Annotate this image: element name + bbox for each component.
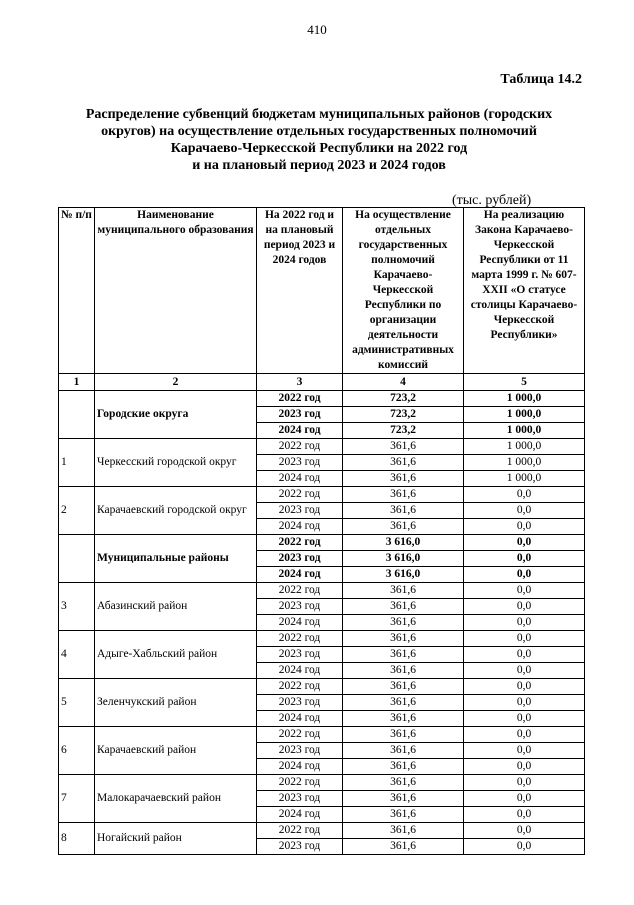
admin-commissions-value: 361,6 bbox=[343, 839, 464, 855]
year-cell: 2022 год bbox=[257, 823, 343, 839]
capital-status-value: 0,0 bbox=[464, 535, 585, 551]
municipality-name: Городские округа bbox=[95, 391, 257, 439]
year-cell: 2024 год bbox=[257, 423, 343, 439]
admin-commissions-value: 361,6 bbox=[343, 711, 464, 727]
capital-status-value: 0,0 bbox=[464, 647, 585, 663]
year-cell: 2024 год bbox=[257, 615, 343, 631]
capital-status-value: 0,0 bbox=[464, 759, 585, 775]
capital-status-value: 1 000,0 bbox=[464, 391, 585, 407]
capital-status-value: 0,0 bbox=[464, 551, 585, 567]
row-number: 1 bbox=[59, 439, 95, 487]
row-number: 8 bbox=[59, 823, 95, 855]
admin-commissions-value: 361,6 bbox=[343, 695, 464, 711]
year-cell: 2024 год bbox=[257, 471, 343, 487]
admin-commissions-value: 361,6 bbox=[343, 471, 464, 487]
year-cell: 2024 год bbox=[257, 519, 343, 535]
admin-commissions-value: 723,2 bbox=[343, 423, 464, 439]
row-number: 7 bbox=[59, 775, 95, 823]
admin-commissions-value: 361,6 bbox=[343, 455, 464, 471]
units-label: (тыс. рублей) bbox=[452, 193, 532, 208]
year-cell: 2023 год bbox=[257, 407, 343, 423]
admin-commissions-value: 723,2 bbox=[343, 407, 464, 423]
capital-status-value: 0,0 bbox=[464, 679, 585, 695]
admin-commissions-value: 361,6 bbox=[343, 791, 464, 807]
year-cell: 2024 год bbox=[257, 663, 343, 679]
capital-status-value: 0,0 bbox=[464, 663, 585, 679]
admin-commissions-value: 361,6 bbox=[343, 583, 464, 599]
year-cell: 2023 год bbox=[257, 839, 343, 855]
table-row bbox=[59, 391, 585, 407]
year-cell: 2023 год bbox=[257, 647, 343, 663]
table-row bbox=[59, 823, 585, 839]
header-name: Наименование муниципального образования bbox=[95, 208, 257, 374]
header-capital-status-law: На реализацию Закона Карачаево-Черкесской Республики от 11 марта 1999 г. № 607-XXII «О статусе столицы Карачаево-Черкесской Республики» bbox=[464, 208, 585, 374]
year-cell: 2022 год bbox=[257, 727, 343, 743]
capital-status-value: 0,0 bbox=[464, 775, 585, 791]
year-cell: 2023 год bbox=[257, 599, 343, 615]
capital-status-value: 1 000,0 bbox=[464, 455, 585, 471]
table-row bbox=[59, 583, 585, 599]
row-number: 6 bbox=[59, 727, 95, 775]
capital-status-value: 0,0 bbox=[464, 823, 585, 839]
capital-status-value: 0,0 bbox=[464, 839, 585, 855]
capital-status-value: 0,0 bbox=[464, 519, 585, 535]
table-row bbox=[59, 487, 585, 503]
year-cell: 2024 год bbox=[257, 759, 343, 775]
table-body bbox=[59, 391, 585, 855]
admin-commissions-value: 3 616,0 bbox=[343, 535, 464, 551]
admin-commissions-value: 3 616,0 bbox=[343, 567, 464, 583]
year-cell: 2022 год bbox=[257, 487, 343, 503]
year-cell: 2023 год bbox=[257, 503, 343, 519]
municipality-name: Карачаевский район bbox=[95, 727, 257, 775]
admin-commissions-value: 361,6 bbox=[343, 727, 464, 743]
year-cell: 2023 год bbox=[257, 743, 343, 759]
capital-status-value: 0,0 bbox=[464, 727, 585, 743]
table-row bbox=[59, 631, 585, 647]
row-number bbox=[59, 391, 95, 439]
admin-commissions-value: 361,6 bbox=[343, 823, 464, 839]
admin-commissions-value: 361,6 bbox=[343, 615, 464, 631]
capital-status-value: 0,0 bbox=[464, 599, 585, 615]
year-cell: 2023 год bbox=[257, 791, 343, 807]
capital-status-value: 0,0 bbox=[464, 711, 585, 727]
column-number: 3 bbox=[257, 374, 343, 391]
admin-commissions-value: 361,6 bbox=[343, 487, 464, 503]
municipality-name: Карачаевский городской округ bbox=[95, 487, 257, 535]
column-number: 2 bbox=[95, 374, 257, 391]
admin-commissions-value: 361,6 bbox=[343, 743, 464, 759]
table-row bbox=[59, 679, 585, 695]
year-cell: 2022 год bbox=[257, 631, 343, 647]
admin-commissions-value: 3 616,0 bbox=[343, 551, 464, 567]
municipality-name: Ногайский район bbox=[95, 823, 257, 855]
column-number: 1 bbox=[59, 374, 95, 391]
admin-commissions-value: 361,6 bbox=[343, 503, 464, 519]
year-cell: 2022 год bbox=[257, 439, 343, 455]
admin-commissions-value: 361,6 bbox=[343, 631, 464, 647]
admin-commissions-value: 361,6 bbox=[343, 807, 464, 823]
admin-commissions-value: 361,6 bbox=[343, 599, 464, 615]
table-label: Таблица 14.2 bbox=[500, 72, 582, 87]
row-number: 3 bbox=[59, 583, 95, 631]
year-cell: 2022 год bbox=[257, 583, 343, 599]
capital-status-value: 1 000,0 bbox=[464, 407, 585, 423]
year-cell: 2022 год bbox=[257, 679, 343, 695]
caption-line: Карачаево-Черкесской Республики на 2022 год bbox=[170, 141, 468, 156]
table-row bbox=[59, 775, 585, 791]
row-number bbox=[59, 535, 95, 583]
municipality-name: Черкесский городской округ bbox=[95, 439, 257, 487]
year-cell: 2022 год bbox=[257, 391, 343, 407]
column-number: 4 bbox=[343, 374, 464, 391]
capital-status-value: 1 000,0 bbox=[464, 423, 585, 439]
municipality-name: Муниципальные районы bbox=[95, 535, 257, 583]
capital-status-value: 0,0 bbox=[464, 743, 585, 759]
admin-commissions-value: 361,6 bbox=[343, 759, 464, 775]
admin-commissions-value: 361,6 bbox=[343, 775, 464, 791]
row-number: 2 bbox=[59, 487, 95, 535]
year-cell: 2023 год bbox=[257, 455, 343, 471]
table-row bbox=[59, 439, 585, 455]
municipality-name: Малокарачаевский район bbox=[95, 775, 257, 823]
capital-status-value: 0,0 bbox=[464, 615, 585, 631]
year-cell: 2022 год bbox=[257, 535, 343, 551]
year-cell: 2024 год bbox=[257, 567, 343, 583]
capital-status-value: 0,0 bbox=[464, 487, 585, 503]
table-row bbox=[59, 727, 585, 743]
admin-commissions-value: 723,2 bbox=[343, 391, 464, 407]
capital-status-value: 0,0 bbox=[464, 695, 585, 711]
year-cell: 2024 год bbox=[257, 807, 343, 823]
caption-line: Распределение субвенций бюджетам муниципальных районов (городских bbox=[85, 107, 553, 122]
admin-commissions-value: 361,6 bbox=[343, 663, 464, 679]
admin-commissions-value: 361,6 bbox=[343, 519, 464, 535]
municipality-name: Адыге-Хабльский район bbox=[95, 631, 257, 679]
capital-status-value: 0,0 bbox=[464, 503, 585, 519]
year-cell: 2022 год bbox=[257, 775, 343, 791]
year-cell: 2023 год bbox=[257, 695, 343, 711]
capital-status-value: 1 000,0 bbox=[464, 471, 585, 487]
header-num: № п/п bbox=[59, 208, 95, 374]
row-number: 4 bbox=[59, 631, 95, 679]
page-number: 410 bbox=[307, 22, 327, 37]
capital-status-value: 1 000,0 bbox=[464, 439, 585, 455]
capital-status-value: 0,0 bbox=[464, 567, 585, 583]
capital-status-value: 0,0 bbox=[464, 791, 585, 807]
capital-status-value: 0,0 bbox=[464, 807, 585, 823]
year-cell: 2023 год bbox=[257, 551, 343, 567]
row-number: 5 bbox=[59, 679, 95, 727]
municipality-name: Зеленчукский район bbox=[95, 679, 257, 727]
capital-status-value: 0,0 bbox=[464, 631, 585, 647]
column-number: 5 bbox=[464, 374, 585, 391]
year-cell: 2024 год bbox=[257, 711, 343, 727]
admin-commissions-value: 361,6 bbox=[343, 647, 464, 663]
municipality-name: Абазинский район bbox=[95, 583, 257, 631]
header-admin-commissions: На осуществление отдельных государственных полномочий Карачаево-Черкесской Республики по организации деятельности административных комиссий bbox=[343, 208, 464, 374]
table-caption bbox=[40, 106, 598, 174]
table-row bbox=[59, 535, 585, 551]
admin-commissions-value: 361,6 bbox=[343, 679, 464, 695]
subvention-table bbox=[58, 207, 585, 855]
caption-line: округов) на осуществление отдельных государственных полномочий bbox=[101, 124, 537, 139]
header-period: На 2022 год и на плановый период 2023 и 2024 годов bbox=[257, 208, 343, 374]
caption-line: и на плановый период 2023 и 2024 годов bbox=[192, 158, 446, 173]
capital-status-value: 0,0 bbox=[464, 583, 585, 599]
admin-commissions-value: 361,6 bbox=[343, 439, 464, 455]
